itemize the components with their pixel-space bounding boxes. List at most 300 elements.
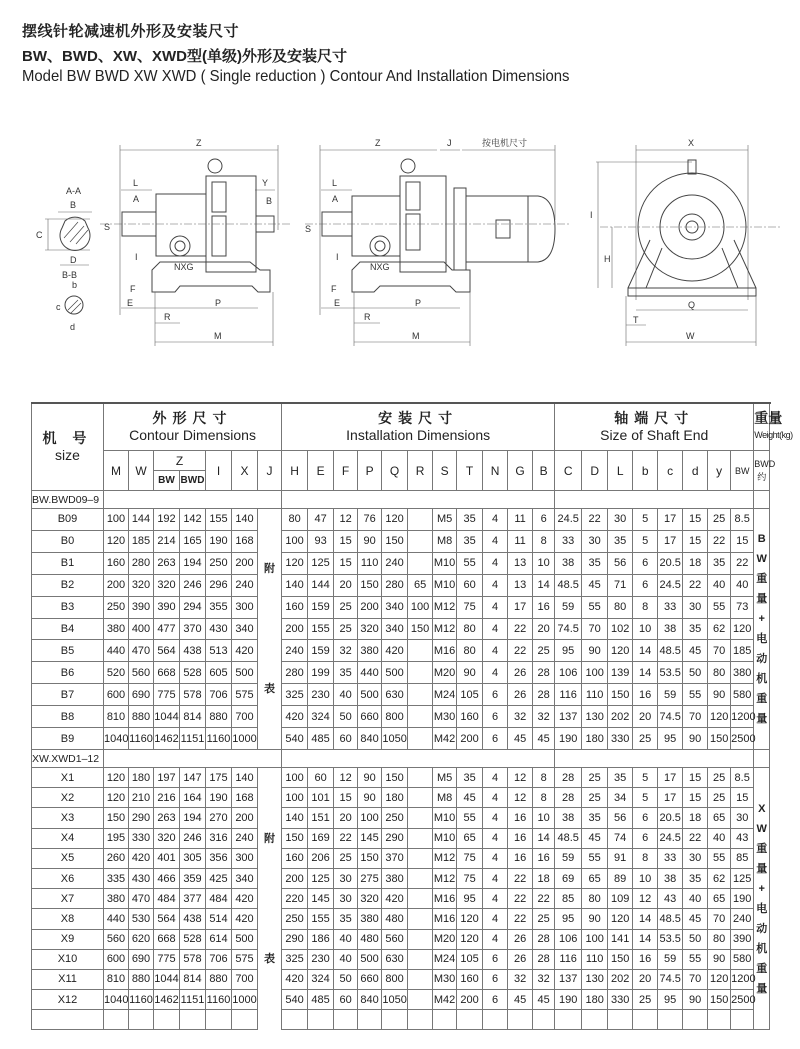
value-cell: 240 [731,909,754,929]
value-cell: 20.5 [658,808,683,828]
value-cell: 260 [104,848,129,868]
value-cell [408,662,433,684]
value-cell: 137 [555,706,582,728]
value-cell: 580 [731,949,754,969]
value-cell: 200 [282,868,308,888]
value-cell: 20 [633,969,658,989]
empty-cell [282,1010,308,1030]
label-X: X [688,138,695,148]
value-cell: 55 [708,848,731,868]
value-cell: 614 [206,929,232,949]
value-cell: 814 [180,706,206,728]
value-cell: 75 [457,596,483,618]
value-cell: 45 [457,788,483,808]
value-cell: 1040 [104,728,129,750]
value-cell: 390 [154,596,180,618]
value-cell: 151 [308,808,334,828]
value-cell: 180 [582,990,608,1010]
value-cell: 470 [129,640,154,662]
value-cell: 380 [104,618,129,640]
value-cell: 90 [683,728,708,750]
value-cell: 296 [206,574,232,596]
size-cell: X1 [32,768,104,788]
value-cell: 120 [708,706,731,728]
table-row [32,788,770,808]
drawing-end-view [590,138,780,346]
value-cell: 200 [358,596,382,618]
value-cell: 120 [382,509,408,531]
value-cell: 45 [582,574,608,596]
value-cell: 120 [104,788,129,808]
table-row [32,889,770,909]
value-cell: 35 [608,768,633,788]
value-cell: 530 [129,909,154,929]
value-cell: 155 [206,509,232,531]
value-cell: 514 [206,909,232,929]
value-cell: 150 [608,684,633,706]
j-note-top: 附 [264,563,276,575]
value-cell: 16 [508,828,533,848]
value-cell: 155 [308,618,334,640]
value-cell: 186 [308,929,334,949]
value-cell [408,728,433,750]
value-cell: M12 [433,596,457,618]
table-row [32,990,770,1010]
size-cell: X8 [32,909,104,929]
value-cell: 706 [206,949,232,969]
value-cell: 5 [633,768,658,788]
group-row [32,491,770,509]
size-cell: X9 [32,929,104,949]
value-cell: M12 [433,618,457,640]
group-spacer [104,491,282,509]
value-cell: 22 [731,552,754,574]
value-cell: 14 [533,828,555,848]
value-cell: 11 [508,509,533,531]
label-A: A [133,194,140,204]
value-cell: 1040 [104,990,129,1010]
table-row [32,868,770,888]
group-spacer [282,491,555,509]
value-cell: M5 [433,768,457,788]
label-NXG: NXG [370,262,390,272]
title-chinese-main: 摆线针轮减速机外形及安装尺寸 [22,23,240,40]
value-cell: 40 [731,574,754,596]
value-cell: 28 [555,788,582,808]
value-cell: 50 [334,706,358,728]
value-cell: M30 [433,706,457,728]
header-d: D [582,451,608,491]
value-cell: 690 [129,949,154,969]
value-cell: 102 [608,618,633,640]
value-cell: 470 [129,889,154,909]
value-cell: 246 [180,574,206,596]
value-cell: 1151 [180,728,206,750]
label-motor-size: 按电机尺寸 [482,138,528,148]
shaft-section-bb [65,296,83,314]
value-cell: 100 [282,768,308,788]
weight-note: XW 重 量 + 电 动 机 重 量 [754,768,770,1030]
empty-cell [104,1010,129,1030]
value-cell: 35 [457,768,483,788]
value-cell: 4 [483,909,508,929]
label-R: R [364,312,371,322]
value-cell: 13 [508,574,533,596]
value-cell: 250 [206,552,232,574]
value-cell: 220 [282,889,308,909]
value-cell: 380 [382,868,408,888]
value-cell: 140 [232,509,258,531]
value-cell: 85 [731,848,754,868]
value-cell: 139 [608,662,633,684]
empty-cell [308,1010,334,1030]
empty-cell [32,1010,104,1030]
value-cell: 125 [308,868,334,888]
value-cell: 65 [708,889,731,909]
value-cell: 325 [282,949,308,969]
value-cell [408,909,433,929]
value-cell: 6 [633,828,658,848]
value-cell: 600 [104,949,129,969]
value-cell: 65 [582,868,608,888]
value-cell: 1151 [180,990,206,1010]
value-cell: 101 [308,788,334,808]
value-cell: 40 [708,574,731,596]
value-cell: 880 [129,706,154,728]
table-row [32,848,770,868]
value-cell: 95 [555,909,582,929]
value-cell: 20.5 [658,552,683,574]
label-H: H [604,254,611,264]
value-cell: 55 [457,808,483,828]
value-cell [408,788,433,808]
value-cell: 90 [582,909,608,929]
value-cell: 2500 [731,990,754,1010]
value-cell: 30 [582,530,608,552]
value-cell: 380 [104,889,129,909]
value-cell: 13 [508,552,533,574]
value-cell: 420 [282,706,308,728]
value-cell: 438 [180,909,206,929]
value-cell: 53.5 [658,662,683,684]
drawing-bw-reducer [36,138,290,346]
value-cell: 90 [708,949,731,969]
value-cell: 195 [104,828,129,848]
value-cell: 100 [582,662,608,684]
size-cell: B5 [32,640,104,662]
value-cell: 425 [206,868,232,888]
value-cell: 578 [180,949,206,969]
value-cell: 150 [708,728,731,750]
value-cell: 706 [206,684,232,706]
weight-note: BW 重 量 + 电 动 机 重 量 [754,509,770,750]
value-cell: 18 [683,552,708,574]
value-cell: 40 [708,828,731,848]
table-row [32,530,770,552]
size-cell: X6 [32,868,104,888]
value-cell: 25 [334,618,358,640]
header-t: T [457,451,483,491]
empty-row [32,1010,770,1030]
value-cell: 80 [608,596,633,618]
value-cell: 324 [308,969,334,989]
value-cell: 55 [683,949,708,969]
empty-cell [433,1010,457,1030]
value-cell: 202 [608,969,633,989]
value-cell: 48.5 [555,828,582,848]
value-cell: 76 [358,509,382,531]
empty-cell [129,1010,154,1030]
value-cell: 200 [457,728,483,750]
value-cell: 560 [382,929,408,949]
value-cell: 605 [206,662,232,684]
value-cell: 320 [154,828,180,848]
value-cell: 430 [129,868,154,888]
value-cell: 70 [582,618,608,640]
empty-cell [483,1010,508,1030]
value-cell: M10 [433,574,457,596]
table-row [32,509,770,531]
value-cell: 14 [633,640,658,662]
value-cell: 200 [282,618,308,640]
value-cell: 840 [358,990,382,1010]
value-cell: 25 [708,768,731,788]
value-cell: 216 [154,788,180,808]
header-n: N [483,451,508,491]
value-cell: 4 [483,808,508,828]
value-cell: 74.5 [658,706,683,728]
value-cell: 26 [508,949,533,969]
value-cell: 59 [658,949,683,969]
empty-cell [154,1010,180,1030]
value-cell: 480 [382,909,408,929]
group-label: BW.BWD09–9 [32,491,104,509]
table-row [32,909,770,929]
value-cell: 690 [129,684,154,706]
header-i: I [206,451,232,491]
value-cell: 30 [334,889,358,909]
value-cell: 440 [104,640,129,662]
value-cell: 840 [358,728,382,750]
value-cell: 15 [334,552,358,574]
value-cell [408,640,433,662]
value-cell: 50 [683,929,708,949]
value-cell: 575 [232,684,258,706]
value-cell: 22 [708,530,731,552]
table-row [32,768,770,788]
value-cell: 194 [180,808,206,828]
value-cell: 8 [633,596,658,618]
value-cell: 130 [582,706,608,728]
value-cell: M20 [433,662,457,684]
value-cell: 40 [334,684,358,706]
value-cell: 65 [457,828,483,848]
value-cell: 168 [232,530,258,552]
table-row [32,828,770,848]
value-cell: 4 [483,640,508,662]
value-cell: 175 [206,768,232,788]
value-cell: 55 [683,684,708,706]
value-cell: 70 [708,909,731,929]
value-cell: 270 [206,808,232,828]
value-cell: M24 [433,684,457,706]
header-s: S [433,451,457,491]
table-row [32,662,770,684]
value-cell: 240 [382,552,408,574]
value-cell: 35 [608,530,633,552]
value-cell: 6 [483,728,508,750]
value-cell: 880 [206,706,232,728]
value-cell: 25 [633,728,658,750]
value-cell: 500 [358,684,382,706]
value-cell: 120 [282,552,308,574]
label-F: F [130,284,136,294]
value-cell: 484 [206,889,232,909]
value-cell: 90 [582,640,608,662]
table-row [32,640,770,662]
label-W: W [686,331,695,341]
value-cell: 35 [457,509,483,531]
value-cell: 144 [308,574,334,596]
value-cell: 17 [658,788,683,808]
value-cell: 50 [334,969,358,989]
value-cell: 32 [508,969,533,989]
value-cell: M42 [433,728,457,750]
empty-cell [608,1010,633,1030]
value-cell: 20 [334,574,358,596]
group-spacer [282,750,555,768]
label-A: A [332,194,339,204]
value-cell: 110 [582,949,608,969]
value-cell: 200 [232,552,258,574]
j-note-bottom: 表 [264,683,276,695]
value-cell: 280 [282,662,308,684]
value-cell: 120 [608,909,633,929]
value-cell: 400 [129,618,154,640]
value-cell: 290 [282,929,308,949]
label-Z: Z [196,138,202,148]
header-contour: 外形尺寸 Contour Dimensions [104,403,282,451]
value-cell: 500 [358,949,382,969]
value-cell: 197 [154,768,180,788]
value-cell: M10 [433,808,457,828]
value-cell: 1000 [232,990,258,1010]
value-cell: 90 [708,684,731,706]
value-cell: 180 [582,728,608,750]
value-cell: 28 [533,684,555,706]
empty-cell [555,1010,582,1030]
value-cell: 32 [533,706,555,728]
value-cell: 140 [232,768,258,788]
value-cell: 575 [232,949,258,969]
value-cell: 47 [308,509,334,531]
value-cell: 300 [232,596,258,618]
value-cell: 200 [232,808,258,828]
value-cell [408,889,433,909]
value-cell: 190 [555,728,582,750]
value-cell: 35 [334,662,358,684]
value-cell [408,808,433,828]
value-cell: 116 [555,684,582,706]
value-cell: 1160 [206,728,232,750]
value-cell: 53.5 [658,929,683,949]
value-cell: 38 [555,552,582,574]
value-cell: 150 [382,530,408,552]
header-m: M [104,451,129,491]
value-cell: 95 [658,728,683,750]
value-cell: 620 [129,929,154,949]
value-cell: M12 [433,868,457,888]
value-cell: 4 [483,662,508,684]
value-cell [408,969,433,989]
table-row [32,949,770,969]
value-cell: M12 [433,848,457,868]
value-cell: 630 [382,684,408,706]
value-cell: 169 [308,828,334,848]
header-w: W [129,451,154,491]
value-cell: 814 [180,969,206,989]
label-F: F [331,284,337,294]
empty-cell [334,1010,358,1030]
value-cell: 200 [457,990,483,1010]
value-cell: 240 [282,640,308,662]
value-cell: 810 [104,969,129,989]
value-cell: M42 [433,990,457,1010]
value-cell: 38 [555,808,582,828]
header-wbwd: BWD 约 [754,451,770,491]
value-cell: 12 [334,768,358,788]
value-cell: 700 [232,969,258,989]
value-cell: 280 [382,574,408,596]
value-cell: 401 [154,848,180,868]
value-cell: 8.5 [731,509,754,531]
value-cell: 1160 [206,990,232,1010]
value-cell: M20 [433,929,457,949]
value-cell: 140 [282,574,308,596]
value-cell: 810 [104,706,129,728]
header-c: C [555,451,582,491]
value-cell: 125 [308,552,334,574]
value-cell: 246 [180,828,206,848]
value-cell: 25 [708,788,731,808]
value-cell: 528 [180,929,206,949]
value-cell: 240 [232,574,258,596]
value-cell: 60 [457,574,483,596]
value-cell: 4 [483,848,508,868]
value-cell: 14 [633,662,658,684]
value-cell: 25 [582,768,608,788]
header-z-bwd: BWD [180,471,206,491]
header-shaft-end: 轴端尺寸 Size of Shaft End [555,403,754,451]
size-cell: B0 [32,530,104,552]
value-cell: 20 [533,618,555,640]
value-cell: 26 [508,684,533,706]
label-S: S [104,222,111,232]
label-E: E [334,298,341,308]
group-spacer [555,750,754,768]
value-cell [408,949,433,969]
value-cell: 60 [308,768,334,788]
value-cell: 8 [533,768,555,788]
value-cell: M16 [433,640,457,662]
group-row [32,750,770,768]
value-cell: 95 [555,640,582,662]
table-row [32,728,770,750]
empty-cell [633,1010,658,1030]
value-cell: 564 [154,909,180,929]
value-cell: 150 [104,808,129,828]
value-cell: 300 [232,848,258,868]
